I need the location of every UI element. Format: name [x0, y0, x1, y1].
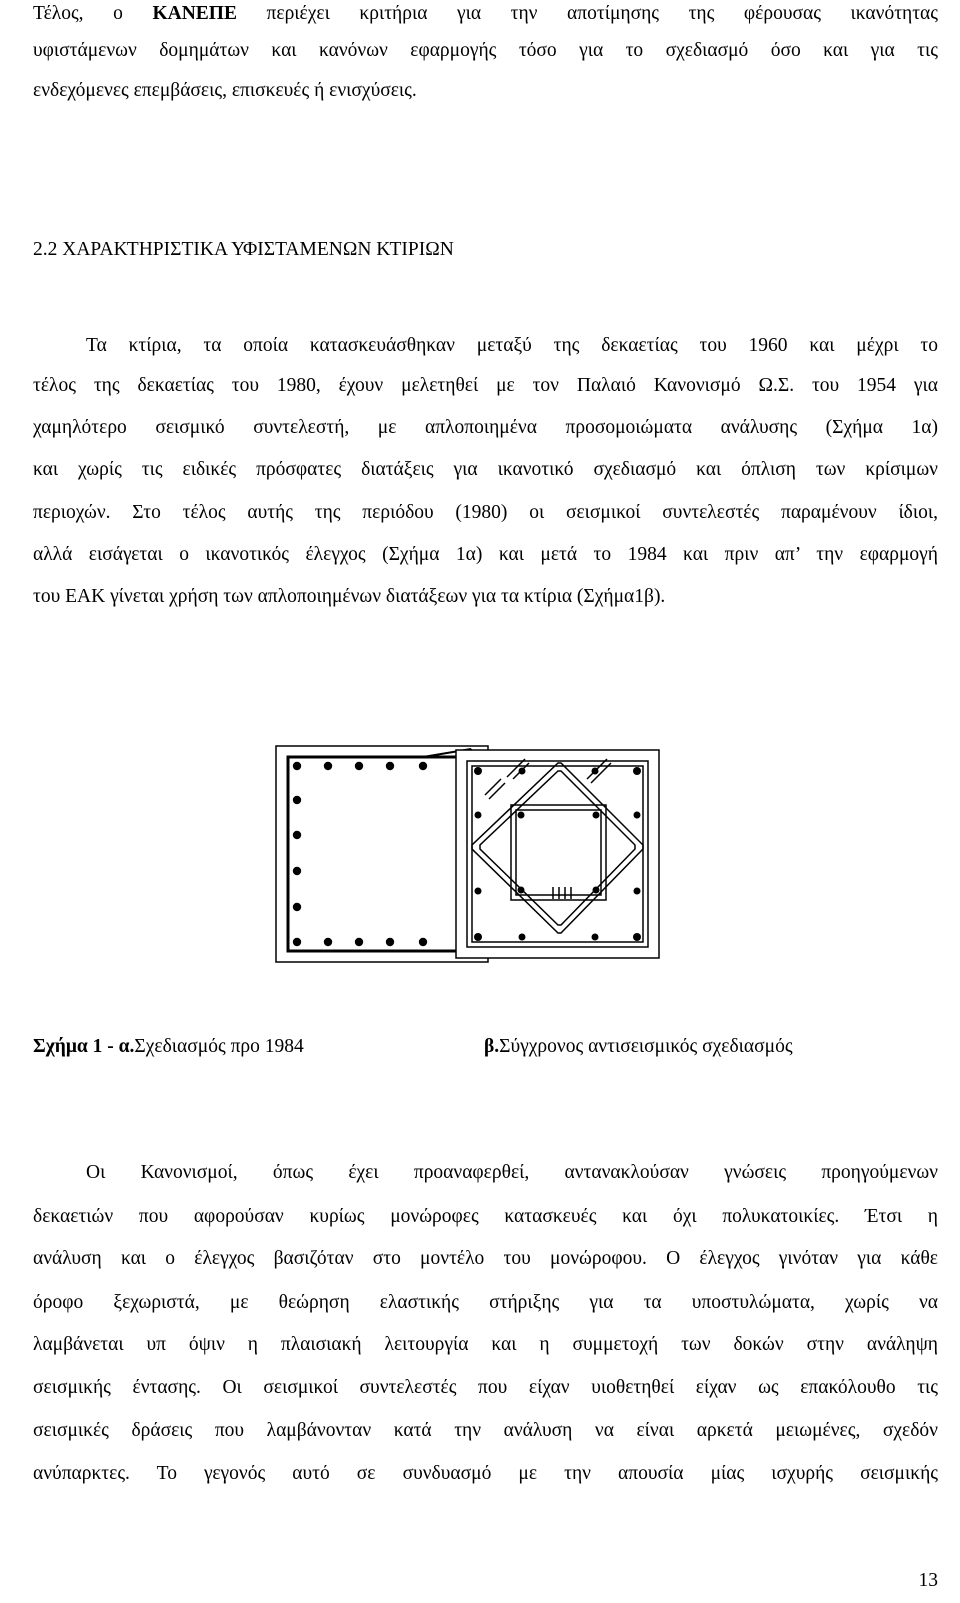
- caption-a-letter: α.: [118, 1036, 135, 1057]
- paragraph3-line-2: δεκαετιών που αφορούσαν κυρίως μονώροφες κατασκευές και όχι πολυκατοικίες. Έτσι η: [33, 1206, 938, 1227]
- paragraph1-line-1-a: Τέλος, ο: [33, 3, 153, 24]
- figure-caption-b: [484, 1036, 793, 1058]
- paragraph2-line-3: χαμηλότερο σεισμικό συντελεστή, με απλοποιημένα προσομοιώματα ανάλυσης (Σχήμα 1α): [33, 417, 938, 438]
- caption-label: Σχήμα 1 -: [33, 1036, 119, 1057]
- paragraph3-line-7: σεισμικές δράσεις που λαμβάνονταν κατά την ανάλυση να είναι αρκετά μειωμένες, σχεδόν: [33, 1420, 938, 1441]
- paragraph2-line-2: τέλος της δεκαετίας του 1980, έχουν μελετηθεί με τον Παλαιό Κανονισμό Ω.Σ. του 1954 για: [33, 375, 938, 396]
- paragraph3-line-8: ανύπαρκτες. Το γεγονός αυτό σε συνδυασμό με την απουσία μίας ισχυρής σεισμικής: [33, 1463, 938, 1484]
- figure-column-modern: [455, 749, 660, 959]
- caption-b-letter: β.: [484, 1036, 500, 1057]
- figure-caption-a: [33, 1036, 304, 1058]
- page-number: 13: [918, 1570, 938, 1591]
- paragraph2-line-5: περιοχών. Στο τέλος αυτής της περιόδου (1980) οι σεισμικοί συντελεστές παραμένουν ίδιοι,: [33, 502, 938, 523]
- paragraph3-line-5: λαμβάνεται υπ όψιν η πλαισιακή λειτουργία και η συμμετοχή των δοκών στην ανάληψη: [33, 1334, 938, 1355]
- caption-a-text: Σχεδιασμός προ 1984: [134, 1036, 304, 1057]
- paragraph1-line-1: [33, 3, 938, 25]
- paragraph2-line-1: Τα κτίρια, τα οποία κατασκευάσθηκαν μεταξύ της δεκαετίας του 1960 και μέχρι το: [86, 335, 938, 356]
- paragraph3-line-3: ανάλυση και ο έλεγχος βασιζόταν στο μοντέλο του μονώροφου. Ο έλεγχος γινόταν για κάθε: [33, 1248, 938, 1269]
- caption-b-text: Σύγχρονος αντισεισμικός σχεδιασμός: [499, 1036, 793, 1057]
- paragraph3-line-6: σεισμικής έντασης. Οι σεισμικοί συντελεστές που είχαν υιοθετηθεί είχαν ως επακόλουθο τις: [33, 1377, 938, 1398]
- column-outline: [456, 750, 659, 958]
- section-heading: 2.2 ΧΑΡΑΚΤΗΡΙΣΤΙΚΑ ΥΦΙΣΤΑΜΕΝΩΝ ΚΤΙΡΙΩΝ: [33, 239, 454, 260]
- paragraph1-line-1-b: περιέχει κριτήρια για την αποτίμησης της φέρουσας ικανότητας: [236, 3, 938, 24]
- paragraph3-line-1: Οι Κανονισμοί, όπως έχει προαναφερθεί, αντανακλούσαν γνώσεις προηγούμενων: [86, 1162, 938, 1183]
- paragraph1-line-3: ενδεχόμενες επεμβάσεις, επισκευές ή ενισχύσεις.: [33, 80, 417, 101]
- kanepe-bold: ΚΑΝΕΠΕ: [152, 3, 237, 24]
- paragraph2-line-7: του ΕΑΚ γίνεται χρήση των απλοποιημένων διατάξεων για τα κτίρια (Σχήμα1β).: [33, 586, 666, 607]
- paragraph3-line-4: όροφο ξεχωριστά, με θεώρηση ελαστικής στήριξης για τα υποστυλώματα, χωρίς να: [33, 1292, 938, 1313]
- paragraph2-line-6: αλλά εισάγεται ο ικανοτικός έλεγχος (Σχήμα 1α) και μετά το 1984 και πριν απ’ την εφαρμογή: [33, 544, 938, 565]
- paragraph2-line-4: και χωρίς τις ειδικές πρόσφατες διατάξεις για ικανοτικό σχεδιασμό και όπλιση των κρίσιμων: [33, 459, 938, 480]
- paragraph1-line-2: υφιστάμενων δομημάτων και κανόνων εφαρμογής τόσο για το σχεδιασμό όσο και για τις: [33, 40, 938, 61]
